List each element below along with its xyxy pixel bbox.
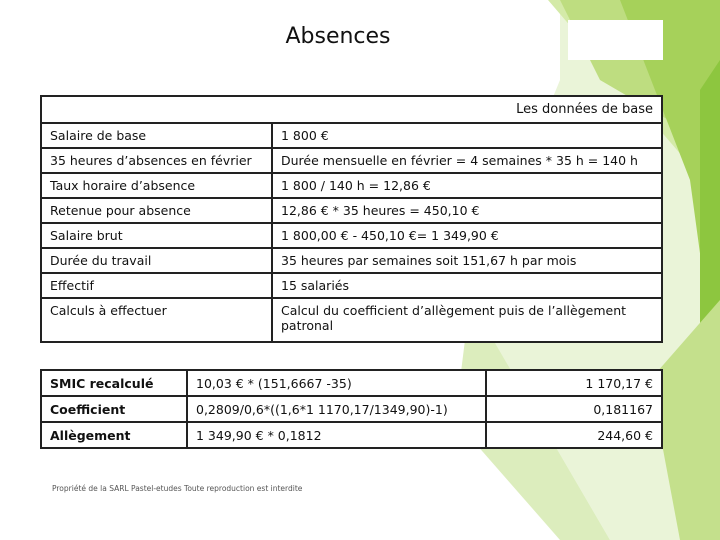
row-value: 15 salariés <box>272 273 662 298</box>
row-label: Calculs à effectuer <box>41 298 272 342</box>
row-value: 1 800 € <box>272 123 662 148</box>
calc-label: Allègement <box>41 422 187 448</box>
table-row <box>41 422 662 448</box>
calc-result: 0,181167 <box>486 396 662 422</box>
calc-label: Coefficient <box>41 396 187 422</box>
row-label: Durée du travail <box>41 248 272 273</box>
table-row <box>41 248 662 273</box>
row-label: Salaire de base <box>41 123 272 148</box>
row-label: Effectif <box>41 273 272 298</box>
table-row <box>41 148 662 173</box>
row-label: Salaire brut <box>41 223 272 248</box>
row-value: 35 heures par semaines soit 151,67 h par mois <box>272 248 662 273</box>
calc-formula: 0,2809/0,6*((1,6*1 1170,17/1349,90)-1) <box>187 396 486 422</box>
calc-result: 1 170,17 € <box>486 370 662 396</box>
calc-formula: 1 349,90 € * 0,1812 <box>187 422 486 448</box>
calculation-table <box>40 369 663 449</box>
calc-result: 244,60 € <box>486 422 662 448</box>
calc-label: SMIC recalculé <box>41 370 187 396</box>
copyright-footer: Propriété de la SARL Pastel-etudes Toute reproduction est interdite <box>52 484 303 493</box>
row-label: Taux horaire d’absence <box>41 173 272 198</box>
row-value: 1 800 / 140 h = 12,86 € <box>272 173 662 198</box>
table-row <box>41 298 662 342</box>
table-row <box>41 173 662 198</box>
table-row <box>41 198 662 223</box>
page-title: Absences <box>285 24 391 49</box>
row-label: Retenue pour absence <box>41 198 272 223</box>
calc-formula: 10,03 € * (151,6667 -35) <box>187 370 486 396</box>
row-label: 35 heures d’absences en février <box>41 148 272 173</box>
table-row <box>41 273 662 298</box>
table-row <box>41 396 662 422</box>
base-data-table <box>40 95 663 343</box>
row-value: Durée mensuelle en février = 4 semaines * 35 h = 140 h <box>272 148 662 173</box>
table-row <box>41 370 662 396</box>
base-table-header: Les données de base <box>41 96 662 123</box>
row-value: 12,86 € * 35 heures = 450,10 € <box>272 198 662 223</box>
row-value: Calcul du coefficient d’allègement puis de l’allègement patronal <box>272 298 662 342</box>
table-row <box>41 123 662 148</box>
table-row <box>41 223 662 248</box>
row-value: 1 800,00 € - 450,10 €= 1 349,90 € <box>272 223 662 248</box>
